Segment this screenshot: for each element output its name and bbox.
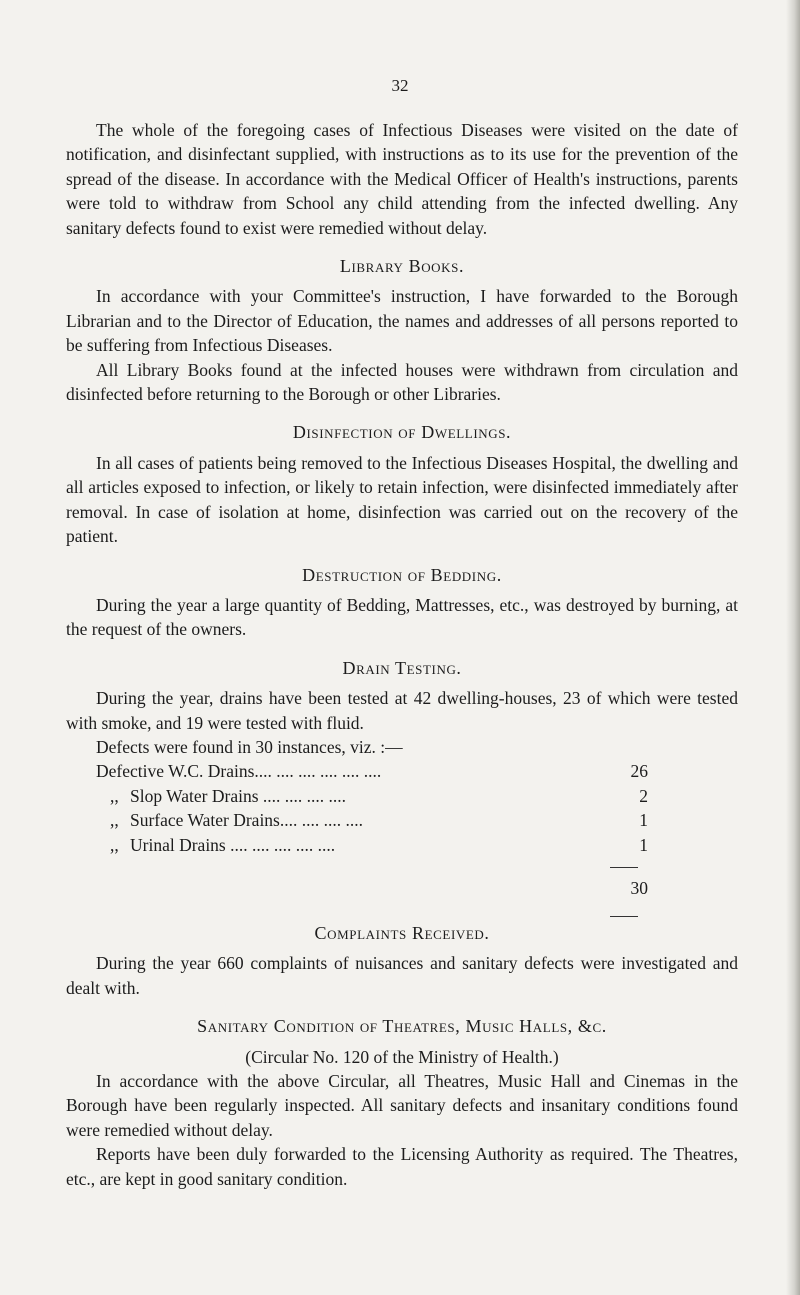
table-row <box>96 759 648 783</box>
disinfection-heading: Disinfection of Dwellings. <box>292 422 512 443</box>
defect-count: 2 <box>639 785 648 806</box>
defect-label <box>96 784 346 808</box>
defect-count: 26 <box>630 761 648 782</box>
library-paragraph-1: In accordance with your Committee's instruction, I have forwarded to the Borough Librarian and to the Director of Education, the names and addresses of all persons reported to be suffering from Infectious Diseases. <box>66 286 738 356</box>
defect-count: 1 <box>639 834 648 855</box>
defect-total: 30 <box>630 877 648 898</box>
defect-label-text: Surface Water Drains.... .... .... .... <box>130 810 363 831</box>
page-number: 32 <box>391 76 409 95</box>
page-edge-shadow <box>786 0 800 1295</box>
table-row <box>96 784 648 808</box>
library-books-heading: Library Books. <box>339 256 465 277</box>
drain-testing-heading: Drain Testing. <box>342 657 462 678</box>
defects-intro: Defects were found in 30 instances, viz. :— <box>96 736 403 757</box>
defect-label <box>96 808 363 832</box>
total-row <box>66 876 648 900</box>
bedding-heading: Destruction of Bedding. <box>302 564 502 585</box>
defect-label <box>96 833 335 857</box>
table-row <box>96 808 648 832</box>
intro-paragraph: The whole of the foregoing cases of Infectious Diseases were visited on the date of notification, and disinfectant supplied, with instructions as to its use for the prevention of the spread of the disease. In accordance with the Medical Officer of Health's instructions, parents were told to withdraw from School any child attending from the infected dwelling. Any sanitary defects found to exist were remedied without delay. <box>66 120 738 238</box>
spacer <box>66 857 738 867</box>
theatres-paragraph-1: In accordance with the above Circular, all Theatres, Music Hall and Cinemas in the Borough have been regularly inspected. All sanitary defects and insanitary conditions found were remedied without delay. <box>66 1070 738 1140</box>
total-rule-bottom <box>610 916 638 917</box>
ditto-mark: ,, <box>110 810 119 831</box>
complaints-paragraph: During the year 660 complaints of nuisances and sanitary defects were investigated and dealt with. <box>66 953 738 998</box>
defects-table <box>96 759 648 857</box>
drain-testing-paragraph: During the year, drains have been tested at 42 dwelling-houses, 23 of which were tested with smoke, and 19 were tested with fluid. <box>66 688 738 733</box>
defect-label-text: Slop Water Drains .... .... .... .... <box>130 785 347 806</box>
defect-label-text: Defective W.C. Drains.... .... .... .... .... .... <box>96 761 382 782</box>
total-rule-top <box>610 867 638 868</box>
bedding-paragraph: During the year a large quantity of Bedding, Mattresses, etc., was destroyed by burning, at the request of the owners. <box>66 594 738 640</box>
theatres-heading: Sanitary Condition of Theatres, Music Halls, &c. <box>197 1016 607 1037</box>
table-row <box>96 833 648 857</box>
ditto-mark: ,, <box>110 785 119 806</box>
theatres-paragraph-2: Reports have been duly forwarded to the Licensing Authority as required. The Theatres, etc., are kept in good sanitary condition. <box>66 1144 738 1189</box>
defect-label <box>96 759 381 783</box>
complaints-heading: Complaints Received. <box>314 922 490 943</box>
library-paragraph-2: All Library Books found at the infected houses were withdrawn from circulation and disinfected before returning to the Borough or other Libraries. <box>66 359 738 405</box>
document-body <box>66 118 738 1191</box>
theatres-subheading: (Circular No. 120 of the Ministry of Health.) <box>245 1046 559 1067</box>
disinfection-paragraph: In all cases of patients being removed to the Infectious Diseases Hospital, the dwelling and all articles exposed to infection, or likely to retain infection, were disinfected immediately after removal. In case of isolation at home, disinfection was carried out on the recovery of the patient. <box>66 452 738 547</box>
defect-label-text: Urinal Drains .... .... .... .... .... <box>130 834 336 855</box>
defect-count: 1 <box>639 810 648 831</box>
ditto-mark: ,, <box>110 834 119 855</box>
